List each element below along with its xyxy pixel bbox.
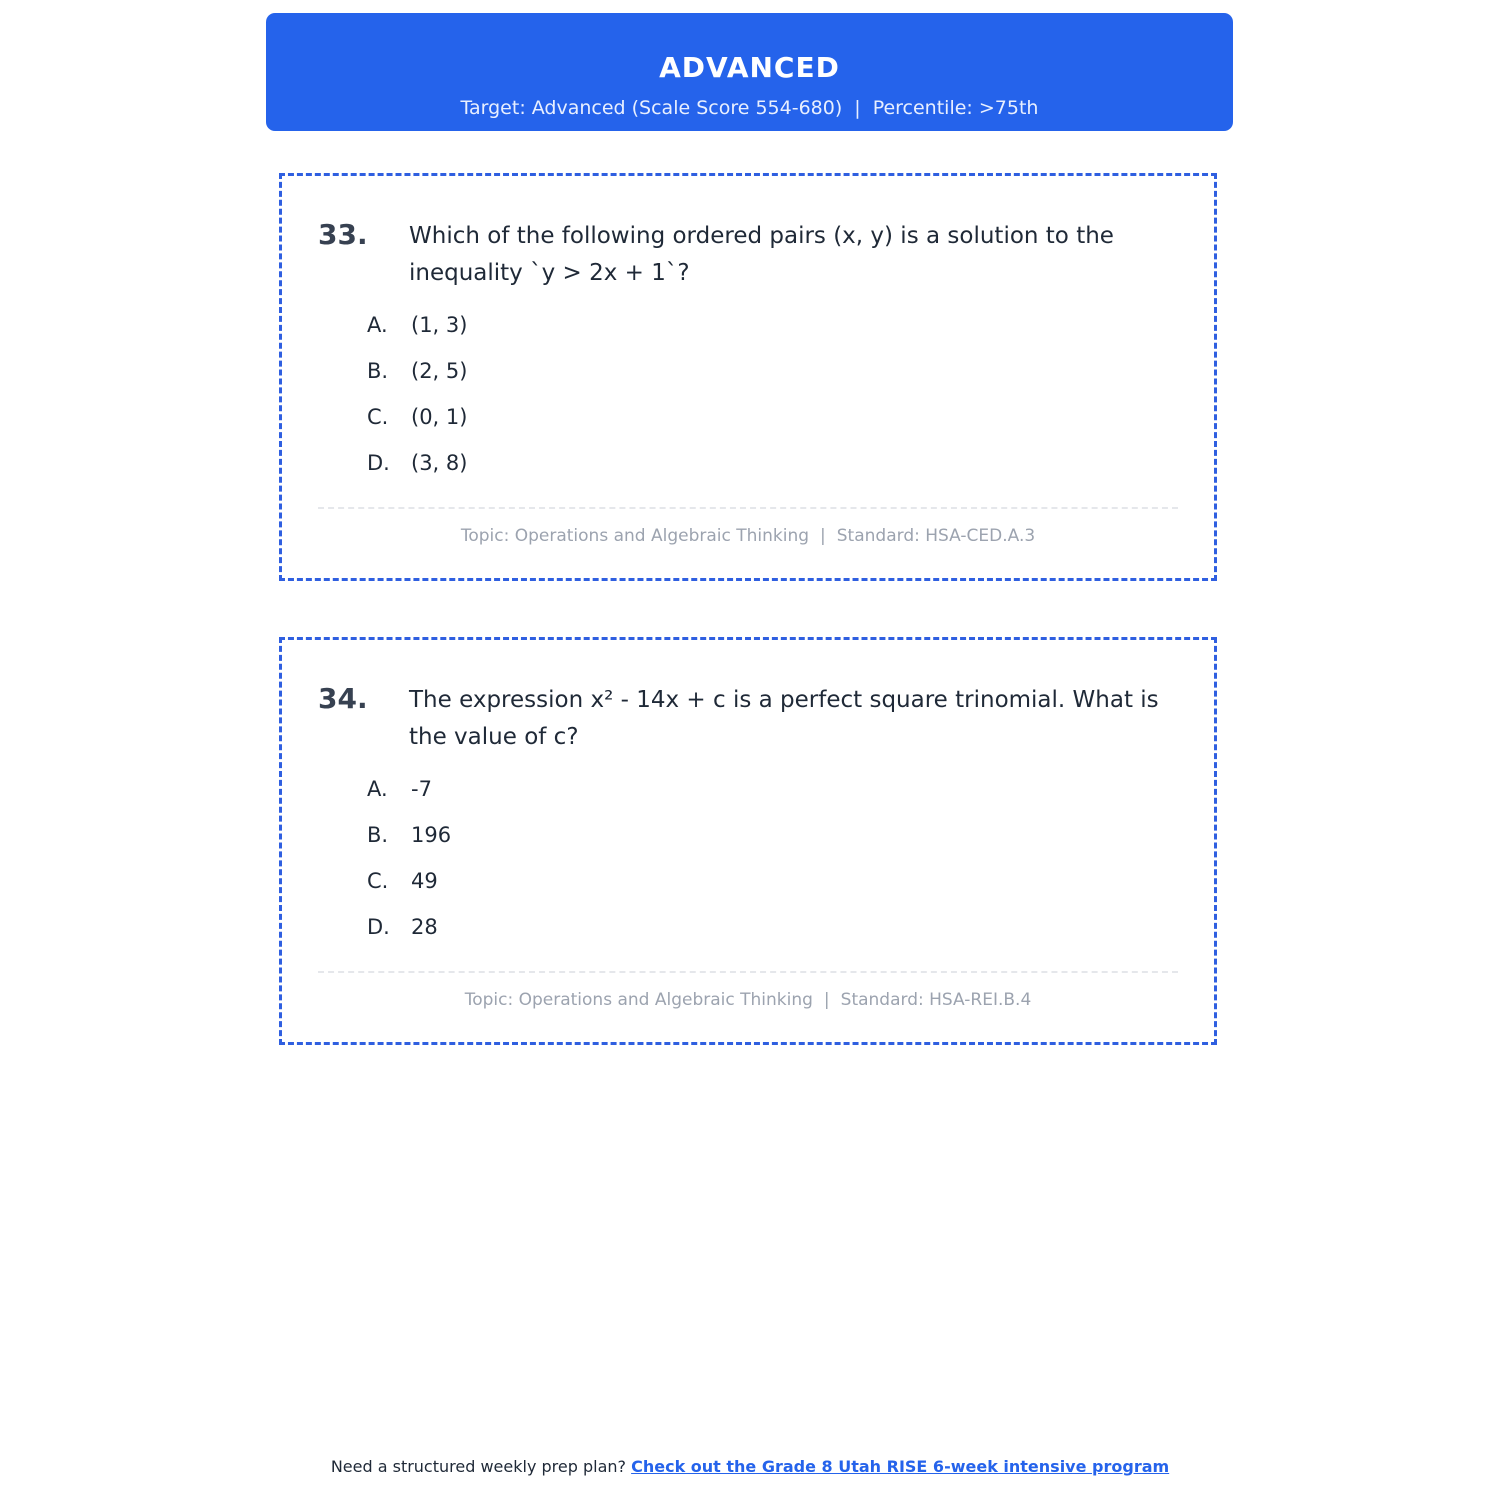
answer-choice-d[interactable]: [367, 912, 451, 958]
choice-value: 49: [411, 869, 438, 893]
program-link[interactable]: Check out the Grade 8 Utah RISE 6-week intensive program: [631, 1457, 1170, 1476]
answer-choice-d[interactable]: [367, 448, 467, 494]
choice-letter: C.: [367, 405, 389, 429]
question-meta: [282, 988, 1214, 1012]
question-divider: [318, 971, 1178, 973]
choice-value: (3, 8): [411, 451, 468, 475]
level-banner: [266, 13, 1233, 131]
choice-value: (0, 1): [411, 405, 468, 429]
choice-letter: A.: [367, 313, 388, 337]
answer-choice-b[interactable]: [367, 356, 467, 402]
choice-letter: B.: [367, 823, 389, 847]
answer-choices: [367, 310, 467, 494]
question-card-34: [279, 637, 1217, 1045]
level-title: ADVANCED: [659, 51, 840, 84]
footer-promo: [0, 1456, 1500, 1478]
choice-value: (2, 5): [411, 359, 468, 383]
standard-label: Standard: HSA-CED.A.3: [836, 526, 1036, 546]
question-text: Which of the following ordered pairs (x, y) is a solution to the inequality `y > 2x + 1`?: [409, 223, 1114, 286]
question-number: 34.: [318, 682, 368, 715]
answer-choice-b[interactable]: [367, 820, 451, 866]
percentile: Percentile: >75th: [872, 97, 1039, 119]
meta-separator: |: [823, 990, 830, 1010]
answer-choice-c[interactable]: [367, 866, 451, 912]
choice-letter: A.: [367, 777, 388, 801]
choice-letter: D.: [367, 451, 390, 475]
question-number: 33.: [318, 218, 368, 251]
answer-choice-a[interactable]: [367, 774, 451, 820]
question-divider: [318, 507, 1178, 509]
choice-value: (1, 3): [411, 313, 468, 337]
choice-letter: D.: [367, 915, 390, 939]
answer-choice-a[interactable]: [367, 310, 467, 356]
target-score: Target: Advanced (Scale Score 554-680): [460, 97, 843, 119]
question-card-33: [279, 173, 1217, 581]
level-subtitle: [266, 96, 1233, 120]
header-separator: |: [854, 97, 861, 119]
topic-label: Topic: Operations and Algebraic Thinking: [460, 526, 810, 546]
footer-prompt: Need a structured weekly prep plan?: [330, 1457, 626, 1476]
question-meta: [282, 524, 1214, 548]
answer-choice-c[interactable]: [367, 402, 467, 448]
choice-letter: B.: [367, 359, 389, 383]
question-text: The expression x² - 14x + c is a perfect square trinomial. What is the value of c?: [409, 687, 1159, 750]
choice-value: 28: [411, 915, 438, 939]
answer-choices: [367, 774, 451, 958]
choice-letter: C.: [367, 869, 389, 893]
topic-label: Topic: Operations and Algebraic Thinking: [464, 990, 813, 1010]
meta-separator: |: [820, 526, 826, 546]
choice-value: 196: [411, 823, 452, 847]
choice-value: -7: [411, 777, 432, 801]
standard-label: Standard: HSA-REI.B.4: [840, 990, 1032, 1010]
